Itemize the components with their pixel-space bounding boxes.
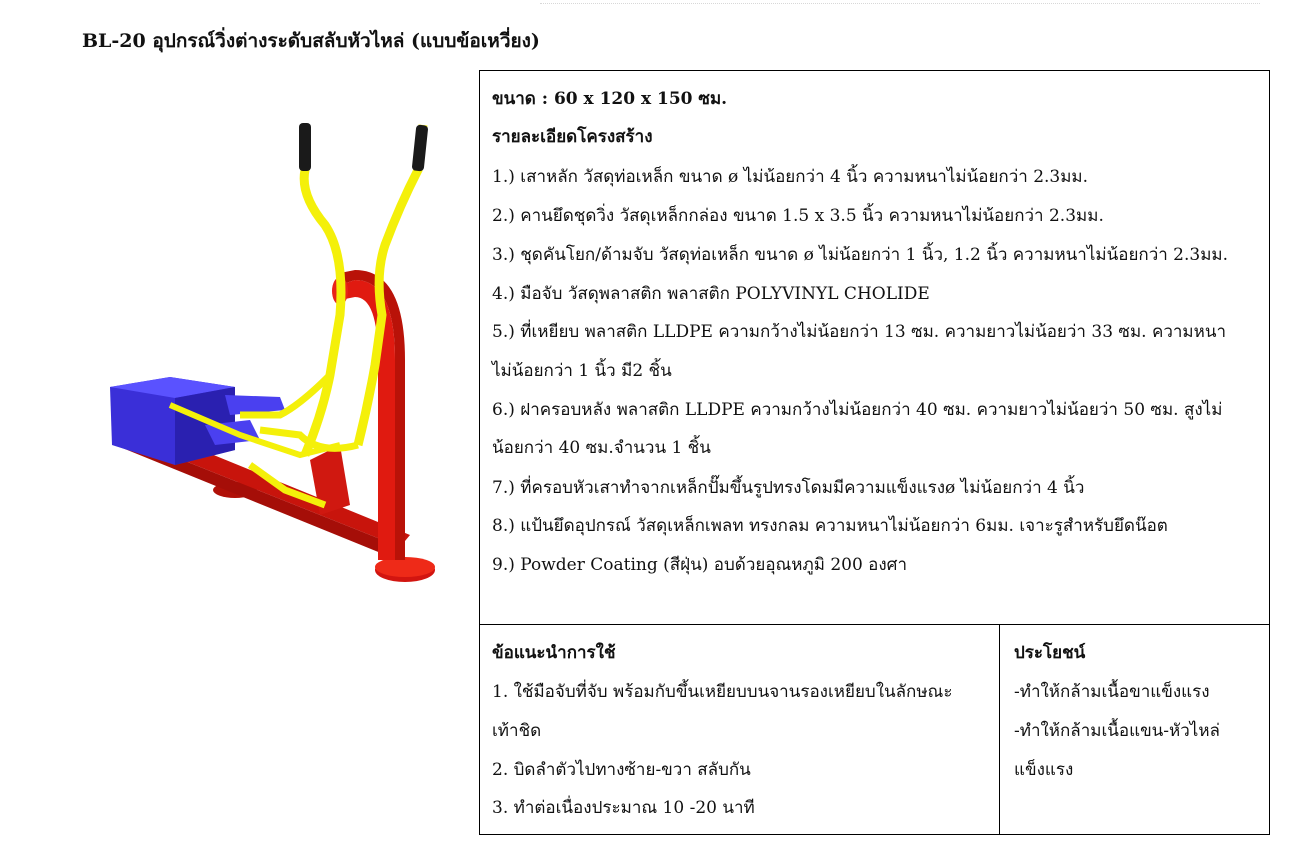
spec-item: 2.) คานยึดชุดวิ่ง วัสดุเหล็กกล่อง ขนาด 1.5 x 3.5 นิ้ว ความหนาไม่น้อยกว่า 2.3มม.: [492, 206, 1104, 226]
spec-item: 1.) เสาหลัก วัสดุท่อเหล็ก ขนาด ø ไม่น้อยกว่า 4 นิ้ว ความหนาไม่น้อยกว่า 2.3มม.: [492, 167, 1089, 187]
benefits-line: -ทำให้กล้ามเนื้อขาแข็งแรง: [1014, 682, 1210, 702]
spec-item: 8.) แป้นยึดอุปกรณ์ วัสดุเหล็กเพลท ทรงกลม ความหนาไม่น้อยกว่า 6มม. เจาะรูสำหรับยึดน๊อต: [492, 516, 1168, 536]
usage-line: เท้าชิด: [492, 721, 542, 741]
spec-table: [479, 70, 1270, 625]
usage-line: 2. บิดลำตัวไปทางซ้าย-ขวา สลับกัน: [492, 760, 751, 780]
benefits-line: -ทำให้กล้ามเนื้อแขน-หัวไหล่: [1014, 721, 1220, 741]
usage-benefits-table: [479, 625, 1270, 835]
spec-item: 3.) ชุดคันโยก/ด้ามจับ วัสดุท่อเหล็ก ขนาด ø ไม่น้อยกว่า 1 นิ้ว, 1.2 นิ้ว ความหนาไม่น้อยกว่า 2.3มม.: [492, 245, 1229, 265]
spec-item: 7.) ที่ครอบหัวเสาทำจากเหล็กปั๊มขึ้นรูปทรงโดมมีความแข็งแรงø ไม่น้อยกว่า 4 นิ้ว: [492, 478, 1085, 498]
spec-item: 4.) มือจับ วัสดุพลาสติก พลาสติก POLYVINYL CHOLIDE: [492, 284, 930, 304]
spec-size: ขนาด : 60 x 120 x 150 ซม.: [492, 89, 728, 109]
spec-item: 5.) ที่เหยียบ พลาสติก LLDPE ความกว้างไม่น้อยกว่า 13 ซม. ความยาวไม่น้อยว่า 33 ซม. ความหนา: [492, 322, 1227, 342]
page-title: BL-20 อุปกรณ์วิ่งต่างระดับสลับหัวไหล่ (แบบข้อเหวี่ยง): [82, 30, 540, 52]
grip-left: [299, 123, 311, 171]
top-dotted-rule: [540, 3, 1260, 4]
spec-item: 9.) Powder Coating (สีฝุ่น) อบด้วยอุณหภูมิ 200 องศา: [492, 555, 908, 575]
benefits-line: แข็งแรง: [1014, 760, 1074, 780]
usage-heading: ข้อแนะนำการใช้: [492, 643, 616, 663]
spec-item: ไม่น้อยกว่า 1 นิ้ว มี2 ชิ้น: [492, 361, 672, 381]
benefits-heading: ประโยชน์: [1014, 643, 1086, 663]
column-divider: [999, 625, 1000, 834]
usage-line: 3. ทำต่อเนื่องประมาณ 10 -20 นาที: [492, 798, 755, 818]
spec-item: 6.) ฝาครอบหลัง พลาสติก LLDPE ความกว้างไม่น้อยกว่า 40 ซม. ความยาวไม่น้อยว่า 50 ซม. สูงไม่: [492, 400, 1223, 420]
usage-line: 1. ใช้มือจับที่จับ พร้อมกับขึ้นเหยียบบนจานรองเหยียบในลักษณะ: [492, 682, 953, 702]
spec-structure-heading: รายละเอียดโครงสร้าง: [492, 127, 653, 147]
grip-right: [412, 124, 429, 171]
spec-item: น้อยกว่า 40 ซม.จำนวน 1 ชิ้น: [492, 438, 711, 458]
equipment-illustration: [100, 115, 450, 595]
